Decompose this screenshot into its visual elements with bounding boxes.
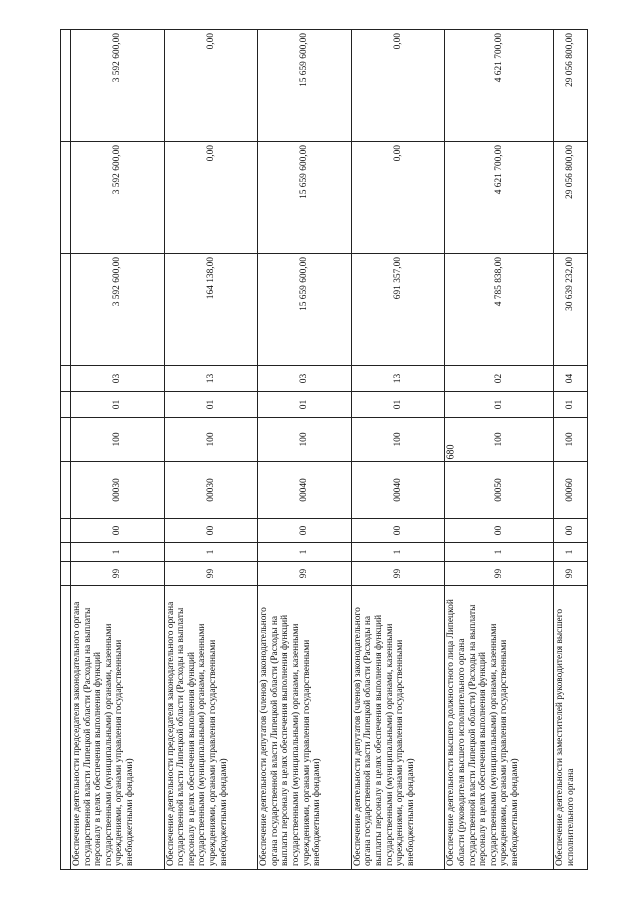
code-4: 00040: [351, 462, 445, 519]
code-3: 00: [71, 519, 165, 543]
code-2: 1: [71, 543, 165, 562]
row-name: Обеспечение деятельности председателя законодательного органа государственной власти Липецкой области (Расходы на выплаты персоналу в целях обеспечения выполнения функций государственными (муниципальными) органами, казенными учреждениями, органами управления государственными внебюджетными фондами): [71, 586, 165, 870]
code-3: 00: [553, 519, 587, 543]
page-number: 680: [445, 444, 457, 460]
table-row: [553, 30, 587, 870]
code-4: 00060: [553, 462, 587, 519]
row-name: Обеспечение деятельности депутатов (членов) законодательного органа государственной власти Липецкой области (Расходы на выплаты персоналу в целях обеспечения выполнения функций государственными (муниципальными) органами, казенными учреждениями, органами управления государственными внебюджетными фондами): [351, 586, 445, 870]
code-2: 1: [164, 543, 258, 562]
code-2: 1: [553, 543, 587, 562]
subsection: 03: [258, 366, 352, 392]
table-row: [164, 30, 258, 870]
budget-table-frame: [60, 30, 588, 870]
code-2: 1: [445, 543, 554, 562]
table-row: [258, 30, 352, 870]
section: 01: [258, 392, 352, 418]
code-2: 1: [351, 543, 445, 562]
code-3: 00: [445, 519, 554, 543]
section: 01: [445, 392, 554, 418]
sum-1: 4 785 838,00: [445, 254, 554, 366]
sum-3: 15 659 600,00: [258, 30, 352, 142]
sum-3: 0,00: [351, 30, 445, 142]
budget-table: [60, 29, 588, 870]
sum-2: 0,00: [164, 142, 258, 254]
table-row: [445, 30, 554, 870]
code-1: 99: [258, 562, 352, 586]
code-1: 99: [445, 562, 554, 586]
code-1: 99: [164, 562, 258, 586]
sum-2: 15 659 600,00: [258, 142, 352, 254]
row-name: Обеспечение деятельности заместителей руководителя высшего исполнительного органа: [553, 586, 587, 870]
code-3: 00: [164, 519, 258, 543]
budget-table-rotated: [60, 30, 588, 870]
sum-3: 0,00: [164, 30, 258, 142]
section: 01: [71, 392, 165, 418]
row-name: Обеспечение деятельности депутатов (членов) законодательного органа государственной власти Липецкой области (Расходы на выплаты персоналу в целях обеспечения выполнения функций государственными (муниципальными) органами, казенными учреждениями, органами управления государственными внебюджетными фондами): [258, 586, 352, 870]
sum-3: 4 621 700,00: [445, 30, 554, 142]
table-top-row: [61, 30, 71, 870]
sum-2: 0,00: [351, 142, 445, 254]
subsection: 13: [164, 366, 258, 392]
sum-3: 3 592 600,00: [71, 30, 165, 142]
code-4: 00030: [71, 462, 165, 519]
sum-2: 29 056 800,00: [553, 142, 587, 254]
code-4: 00040: [258, 462, 352, 519]
expense-type: 100: [553, 418, 587, 462]
sum-1: 691 357,00: [351, 254, 445, 366]
sum-1: 15 659 600,00: [258, 254, 352, 366]
row-name: Обеспечение деятельности председателя законодательного органа государственной власти Липецкой области (Расходы на выплаты персоналу в целях обеспечения выполнения функций государственными (муниципальными) органами, казенными учреждениями, органами управления государственными внебюджетными фондами): [164, 586, 258, 870]
expense-type: 100: [351, 418, 445, 462]
section: 01: [351, 392, 445, 418]
table-row: [71, 30, 165, 870]
expense-type: 100: [445, 418, 554, 462]
table-row: [351, 30, 445, 870]
section: 01: [164, 392, 258, 418]
subsection: 13: [351, 366, 445, 392]
code-1: 99: [71, 562, 165, 586]
sum-1: 3 592 600,00: [71, 254, 165, 366]
sum-2: 3 592 600,00: [71, 142, 165, 254]
expense-type: 100: [164, 418, 258, 462]
row-name: Обеспечение деятельности высшего должностного лица Липецкой области (руководителя высшего исполнительного органа государственной власти Липецкой области) (Расходы на выплаты персоналу в целях обеспечения выполнения функций государственными (муниципальными) органами, казенными учреждениями, органами управления государственными внебюджетными фондами): [445, 586, 554, 870]
code-4: 00050: [445, 462, 554, 519]
subsection: 03: [71, 366, 165, 392]
section: 01: [553, 392, 587, 418]
expense-type: 100: [258, 418, 352, 462]
code-4: 00030: [164, 462, 258, 519]
sum-2: 4 621 700,00: [445, 142, 554, 254]
sum-1: 164 138,00: [164, 254, 258, 366]
sum-1: 30 639 232,00: [553, 254, 587, 366]
subsection: 04: [553, 366, 587, 392]
code-3: 00: [351, 519, 445, 543]
code-1: 99: [553, 562, 587, 586]
sum-3: 29 056 800,00: [553, 30, 587, 142]
subsection: 02: [445, 366, 554, 392]
code-1: 99: [351, 562, 445, 586]
expense-type: 100: [71, 418, 165, 462]
code-3: 00: [258, 519, 352, 543]
code-2: 1: [258, 543, 352, 562]
